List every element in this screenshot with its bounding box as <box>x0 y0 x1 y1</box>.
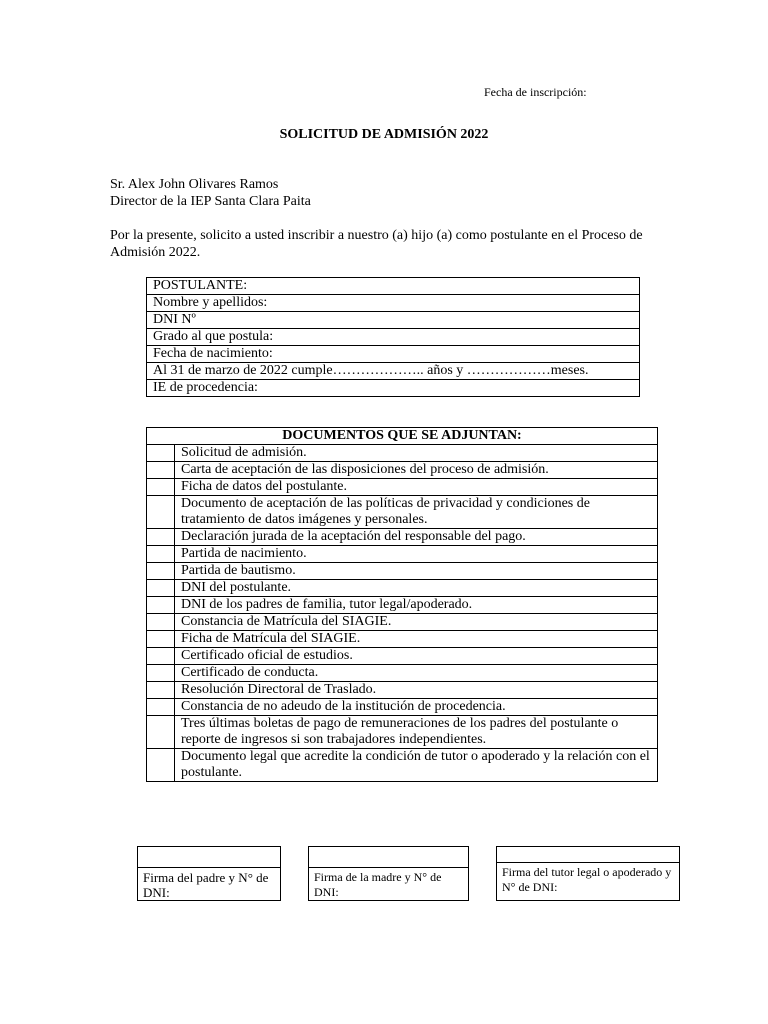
document-checkbox[interactable] <box>147 614 175 631</box>
firma-padre-signature-area[interactable] <box>138 847 280 868</box>
document-item: Constancia de no adeudo de la institución de procedencia. <box>175 699 658 716</box>
document-checkbox[interactable] <box>147 462 175 479</box>
table-row <box>147 445 658 462</box>
table-row <box>147 428 658 445</box>
table-row <box>147 278 640 295</box>
postulante-grado-field[interactable]: Grado al que postula: <box>147 329 640 346</box>
table-row <box>147 631 658 648</box>
table-row <box>147 329 640 346</box>
table-row <box>147 380 640 397</box>
document-item: Carta de aceptación de las disposiciones del proceso de admisión. <box>175 462 658 479</box>
postulante-dni-field[interactable]: DNI Nº <box>147 312 640 329</box>
document-item: Certificado de conducta. <box>175 665 658 682</box>
documentos-header: DOCUMENTOS QUE SE ADJUNTAN: <box>147 428 658 445</box>
document-item: Solicitud de admisión. <box>175 445 658 462</box>
table-row <box>147 614 658 631</box>
document-item: Tres últimas boletas de pago de remuneraciones de los padres del postulante o reporte de ingresos si son trabajadores independientes. <box>175 716 658 749</box>
postulante-header: POSTULANTE: <box>147 278 640 295</box>
table-row <box>147 665 658 682</box>
document-checkbox[interactable] <box>147 563 175 580</box>
document-checkbox[interactable] <box>147 749 175 782</box>
table-row <box>147 699 658 716</box>
table-row <box>147 563 658 580</box>
document-item: Constancia de Matrícula del SIAGIE. <box>175 614 658 631</box>
recipient-title: Director de la IEP Santa Clara Paita <box>110 194 311 209</box>
documentos-table <box>146 427 658 782</box>
table-row <box>147 295 640 312</box>
document-title: SOLICITUD DE ADMISIÓN 2022 <box>279 127 489 142</box>
table-row <box>147 546 658 563</box>
document-checkbox[interactable] <box>147 445 175 462</box>
table-row <box>147 749 658 782</box>
firma-tutor-label: Firma del tutor legal o apoderado y N° de DNI: <box>502 865 672 894</box>
firma-padre-label: Firma del padre y N° de DNI: <box>143 870 269 900</box>
table-row <box>147 597 658 614</box>
document-item: Documento de aceptación de las políticas de privacidad y condiciones de tratamiento de datos imágenes y personales. <box>175 496 658 529</box>
table-row <box>147 346 640 363</box>
firma-padre-box <box>137 846 281 901</box>
document-item: Documento legal que acredite la condición de tutor o apoderado y la relación con el postulante. <box>175 749 658 782</box>
document-checkbox[interactable] <box>147 631 175 648</box>
table-row <box>147 363 640 380</box>
table-row <box>147 648 658 665</box>
table-row <box>147 682 658 699</box>
document-item: Certificado oficial de estudios. <box>175 648 658 665</box>
fecha-inscripcion-label: Fecha de inscripción: <box>484 85 587 99</box>
firma-madre-box <box>308 846 469 901</box>
document-checkbox[interactable] <box>147 597 175 614</box>
document-checkbox[interactable] <box>147 665 175 682</box>
document-item: DNI de los padres de familia, tutor legal/apoderado. <box>175 597 658 614</box>
firma-madre-signature-area[interactable] <box>309 847 468 868</box>
table-row <box>147 479 658 496</box>
document-checkbox[interactable] <box>147 648 175 665</box>
document-checkbox[interactable] <box>147 580 175 597</box>
recipient-name: Sr. Alex John Olivares Ramos <box>110 177 279 192</box>
postulante-table <box>146 277 640 397</box>
document-checkbox[interactable] <box>147 479 175 496</box>
document-checkbox[interactable] <box>147 682 175 699</box>
document-item: Declaración jurada de la aceptación del responsable del pago. <box>175 529 658 546</box>
document-item: DNI del postulante. <box>175 580 658 597</box>
table-row <box>147 312 640 329</box>
postulante-nombre-field[interactable]: Nombre y apellidos: <box>147 295 640 312</box>
table-row <box>147 716 658 749</box>
table-row <box>147 462 658 479</box>
document-item: Ficha de datos del postulante. <box>175 479 658 496</box>
document-item: Resolución Directoral de Traslado. <box>175 682 658 699</box>
firma-tutor-signature-area[interactable] <box>497 847 679 863</box>
table-row <box>147 529 658 546</box>
firma-tutor-box <box>496 846 680 901</box>
document-checkbox[interactable] <box>147 496 175 529</box>
intro-paragraph: Por la presente, solicito a usted inscribir a nuestro (a) hijo (a) como postulante en el Proceso de Admisión 2022. <box>110 228 643 260</box>
document-checkbox[interactable] <box>147 529 175 546</box>
postulante-nacimiento-field[interactable]: Fecha de nacimiento: <box>147 346 640 363</box>
document-checkbox[interactable] <box>147 699 175 716</box>
document-item: Partida de nacimiento. <box>175 546 658 563</box>
postulante-ie-field[interactable]: IE de procedencia: <box>147 380 640 397</box>
document-checkbox[interactable] <box>147 546 175 563</box>
document-checkbox[interactable] <box>147 716 175 749</box>
table-row <box>147 496 658 529</box>
table-row <box>147 580 658 597</box>
postulante-edad-field[interactable]: Al 31 de marzo de 2022 cumple……………….. años y ………………meses. <box>147 363 640 380</box>
document-item: Ficha de Matrícula del SIAGIE. <box>175 631 658 648</box>
document-item: Partida de bautismo. <box>175 563 658 580</box>
firma-madre-label: Firma de la madre y N° de DNI: <box>314 870 442 899</box>
